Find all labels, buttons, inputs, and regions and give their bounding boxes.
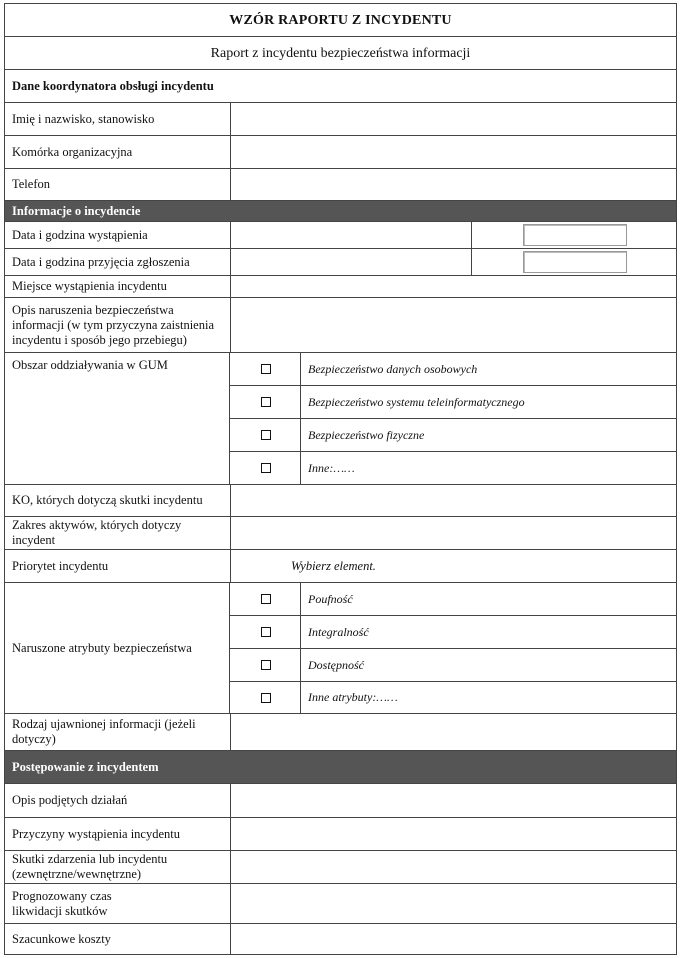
occurrence-date-field[interactable] [231, 222, 470, 248]
divider [471, 222, 472, 248]
priority-row [4, 550, 677, 583]
checkbox-icon [261, 430, 271, 440]
actions-label: Opis podjętych działań [5, 784, 231, 817]
effects-field[interactable] [231, 851, 676, 883]
causes-field[interactable] [231, 818, 676, 850]
checkbox-icon [261, 627, 271, 637]
coordinator-phone-row [4, 169, 677, 201]
causes-row [4, 818, 677, 851]
coordinator-phone-field[interactable] [231, 169, 676, 200]
attribute-option-checkbox[interactable] [231, 583, 301, 615]
disclosed-info-label: Rodzaj ujawnionej informacji (jeżeli dotyczy) [5, 714, 231, 750]
impact-area-label: Obszar oddziaływania w GUM [12, 358, 168, 372]
impact-option-checkbox[interactable] [231, 419, 301, 451]
handling-heading-row [4, 751, 677, 784]
description-label: Opis naruszenia bezpieczeństwa informacji (w tym przyczyna zaistnienia incydentu i sposób jego przebiegu) [5, 298, 231, 352]
coordinator-name-label: Imię i nazwisko, stanowisko [5, 103, 231, 135]
coordinator-unit-label: Komórka organizacyjna [5, 136, 231, 168]
impact-option-label: Bezpieczeństwo danych osobowych [308, 361, 478, 376]
disclosed-info-field[interactable] [231, 714, 676, 750]
priority-label: Priorytet incydentu [5, 550, 231, 582]
coordinator-phone-label: Telefon [5, 169, 231, 200]
incident-info-heading-row [4, 201, 677, 222]
checkbox-icon [261, 660, 271, 670]
reporting-row [4, 249, 677, 276]
attribute-option-label: Dostępność [308, 657, 364, 672]
incident-info-heading: Informacje o incydencie [12, 203, 141, 218]
affected-units-field[interactable] [231, 485, 676, 516]
attribute-option-checkbox[interactable] [231, 616, 301, 648]
causes-label: Przyczyny wystąpienia incydentu [5, 818, 231, 850]
costs-field[interactable] [231, 924, 676, 954]
coordinator-name-field[interactable] [231, 103, 676, 135]
subtitle-row [4, 37, 677, 70]
assets-label: Zakres aktywów, których dotyczy incydent [5, 517, 231, 549]
description-field[interactable] [231, 298, 676, 352]
attribute-option-checkbox[interactable] [231, 682, 301, 713]
handling-heading: Postępowanie z incydentem [12, 759, 159, 774]
forecast-row [4, 884, 677, 924]
attribute-option-label: Poufność [308, 591, 353, 606]
description-row [4, 298, 677, 353]
forecast-field[interactable] [231, 884, 676, 923]
attributes-cell [4, 583, 230, 714]
impact-option-label: Inne:…… [308, 460, 355, 475]
costs-row [4, 924, 677, 955]
attribute-option-label: Integralność [308, 624, 369, 639]
assets-row [4, 517, 677, 550]
assets-field[interactable] [231, 517, 676, 549]
actions-row [4, 784, 677, 818]
costs-label: Szacunkowe koszty [5, 924, 231, 954]
coordinator-name-row [4, 103, 677, 136]
impact-option-checkbox[interactable] [231, 353, 301, 385]
impact-option-label: Bezpieczeństwo fizyczne [308, 427, 425, 442]
reporting-date-field[interactable] [231, 249, 470, 275]
attribute-option-checkbox[interactable] [231, 649, 301, 681]
location-label: Miejsce wystąpienia incydentu [5, 276, 231, 297]
form-title: WZÓR RAPORTU Z INCYDENTU [229, 12, 452, 28]
coordinator-unit-field[interactable] [231, 136, 676, 168]
forecast-label: Prognozowany czas likwidacji skutków [5, 884, 231, 923]
occurrence-label: Data i godzina wystąpienia [5, 222, 231, 248]
checkbox-icon [261, 693, 271, 703]
effects-row [4, 851, 677, 884]
checkbox-icon [261, 594, 271, 604]
occurrence-time-field[interactable] [523, 224, 627, 246]
divider [471, 249, 472, 275]
checkbox-icon [261, 463, 271, 473]
checkbox-icon [261, 397, 271, 407]
form-subtitle: Raport z incydentu bezpieczeństwa informacji [210, 45, 471, 61]
occurrence-row [4, 222, 677, 249]
attributes-label: Naruszone atrybuty bezpieczeństwa [12, 640, 192, 655]
coordinator-heading: Dane koordynatora obsługi incydentu [12, 78, 214, 93]
effects-label: Skutki zdarzenia lub incydentu (zewnętrzne/wewnętrzne) [5, 851, 231, 883]
reporting-time-field[interactable] [523, 251, 627, 273]
location-row [4, 276, 677, 298]
affected-units-label: KO, których dotyczą skutki incydentu [5, 485, 231, 516]
affected-units-row [4, 485, 677, 517]
title-row [4, 3, 677, 37]
impact-option-checkbox[interactable] [231, 386, 301, 418]
impact-area-cell [4, 353, 230, 485]
disclosed-info-row [4, 714, 677, 751]
location-field[interactable] [231, 276, 676, 297]
attribute-option-label: Inne atrybuty:…… [308, 690, 398, 704]
impact-option-label: Bezpieczeństwo systemu teleinformatycznego [308, 394, 525, 409]
coordinator-heading-row [4, 70, 677, 103]
coordinator-unit-row [4, 136, 677, 169]
priority-select[interactable]: Wybierz element. [291, 558, 376, 573]
impact-option-checkbox[interactable] [231, 452, 301, 484]
checkbox-icon [261, 364, 271, 374]
reporting-label: Data i godzina przyjęcia zgłoszenia [5, 249, 231, 275]
actions-field[interactable] [231, 784, 676, 817]
